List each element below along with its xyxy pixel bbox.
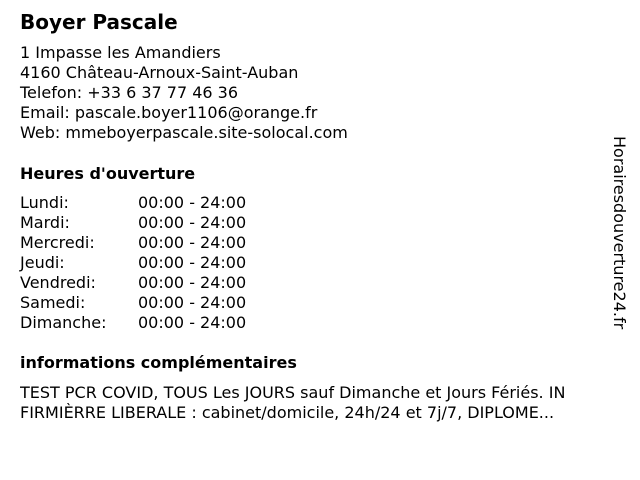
contact-block	[20, 43, 348, 143]
hours-row-thursday	[20, 253, 280, 273]
hours-day: Mercredi:	[20, 233, 95, 252]
info-line: FIRMIÈRRE LIBERALE : cabinet/domicile, 24h/24 et 7j/7, DIPLOME...	[20, 403, 555, 422]
hours-day: Jeudi:	[20, 253, 65, 272]
site-watermark: Horairesdouverture24.fr	[610, 136, 629, 330]
hours-time: 00:00 - 24:00	[138, 233, 247, 252]
address-street: 1 Impasse les Amandiers	[20, 43, 221, 62]
hours-row-wednesday	[20, 233, 280, 253]
hours-row-friday	[20, 273, 280, 293]
hours-row-tuesday	[20, 213, 280, 233]
business-name: Boyer Pascale	[20, 10, 178, 34]
hours-row-sunday	[20, 313, 280, 333]
hours-day: Lundi:	[20, 193, 69, 212]
email-text[interactable]: Email: pascale.boyer1106@orange.fr	[20, 103, 318, 122]
opening-hours-table	[20, 193, 280, 333]
hours-time: 00:00 - 24:00	[138, 273, 247, 292]
address-city: 4160 Château-Arnoux-Saint-Auban	[20, 63, 299, 82]
hours-day: Vendredi:	[20, 273, 96, 292]
phone-text[interactable]: Telefon: +33 6 37 77 46 36	[20, 83, 239, 102]
hours-time: 00:00 - 24:00	[138, 313, 247, 332]
hours-day: Dimanche:	[20, 313, 107, 332]
opening-hours-heading: Heures d'ouverture	[20, 164, 196, 183]
info-line: TEST PCR COVID, TOUS Les JOURS sauf Dimanche et Jours Fériés. IN	[20, 383, 566, 402]
hours-time: 00:00 - 24:00	[138, 193, 247, 212]
hours-row-saturday	[20, 293, 280, 313]
hours-time: 00:00 - 24:00	[138, 213, 247, 232]
hours-day: Mardi:	[20, 213, 70, 232]
additional-info-heading: informations complémentaires	[20, 353, 297, 372]
hours-time: 00:00 - 24:00	[138, 253, 247, 272]
hours-row-monday	[20, 193, 280, 213]
hours-time: 00:00 - 24:00	[138, 293, 247, 312]
web-text[interactable]: Web: mmeboyerpascale.site-solocal.com	[20, 123, 348, 142]
additional-info-text	[20, 383, 630, 423]
hours-day: Samedi:	[20, 293, 86, 312]
